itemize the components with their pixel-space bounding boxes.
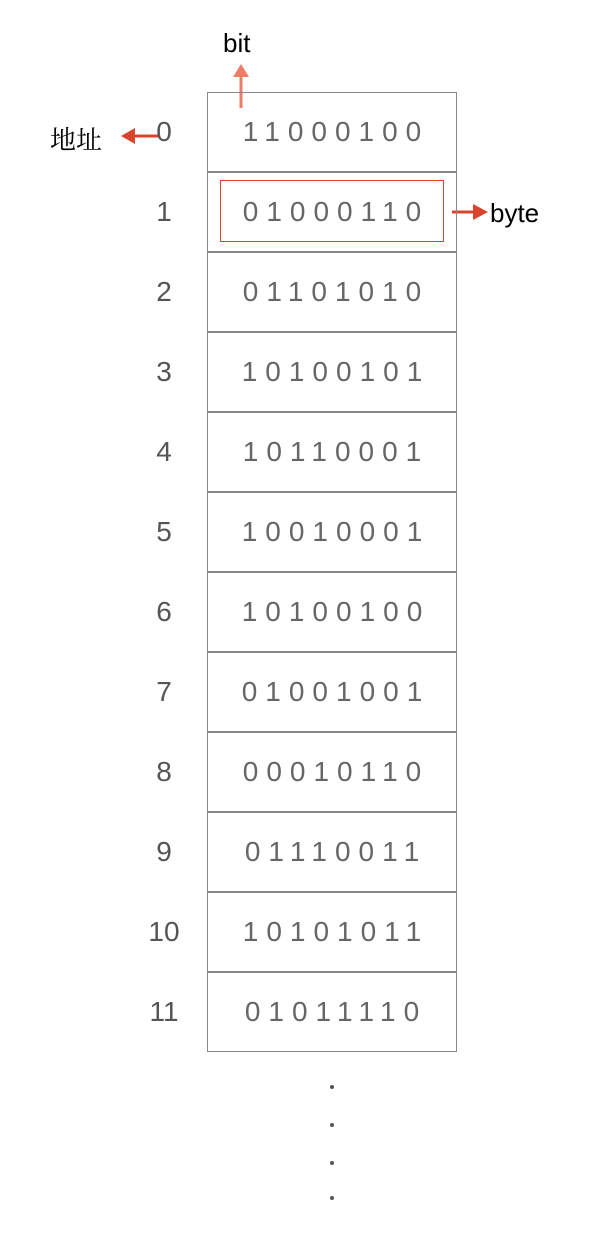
byte-cell [207,972,457,1052]
row-address: 10 [148,916,180,947]
row-address: 5 [156,516,172,547]
row-address: 1 [156,196,172,227]
bits-value: 00010110 [242,756,430,787]
row-address: 9 [156,836,172,867]
bits-value: 01110011 [244,836,428,867]
byte-cell [207,732,457,812]
bits-value: 01101010 [242,276,430,307]
row-address: 8 [156,756,172,787]
byte-cell [207,252,457,332]
row-address: 3 [156,356,172,387]
ellipsis-dot [330,1161,334,1165]
bits-value: 10110001 [242,436,430,467]
byte-cell [207,92,457,172]
byte-arrow-right-icon [452,203,488,221]
bits-value: 01011110 [244,996,428,1027]
bits-value: 01000110 [242,196,430,227]
row-address: 6 [156,596,172,627]
row-address: 11 [149,996,179,1027]
byte-highlight-box [220,180,444,242]
bits-value: 01001001 [241,676,431,707]
bits-value: 10100100 [241,596,431,627]
ellipsis-dot [330,1085,334,1089]
row-address: 2 [156,276,172,307]
bit-label: bit [223,28,251,58]
ellipsis-dot [330,1123,334,1127]
bits-value: 10100101 [241,356,431,387]
byte-cell [207,812,457,892]
row-address: 7 [156,676,172,707]
byte-cell [207,492,457,572]
byte-label: byte [490,198,540,228]
byte-cell [207,412,457,492]
row-address: 4 [156,436,172,467]
byte-cell [207,652,457,732]
byte-cell [207,572,457,652]
row-address: 0 [156,116,172,147]
ellipsis-dot [330,1196,334,1200]
byte-cell [207,332,457,412]
bits-value: 10101011 [242,916,430,947]
bits-value: 10010001 [241,516,431,547]
byte-cell [207,892,457,972]
address-label: 地址 [50,125,103,155]
bits-value: 11000100 [242,116,430,147]
